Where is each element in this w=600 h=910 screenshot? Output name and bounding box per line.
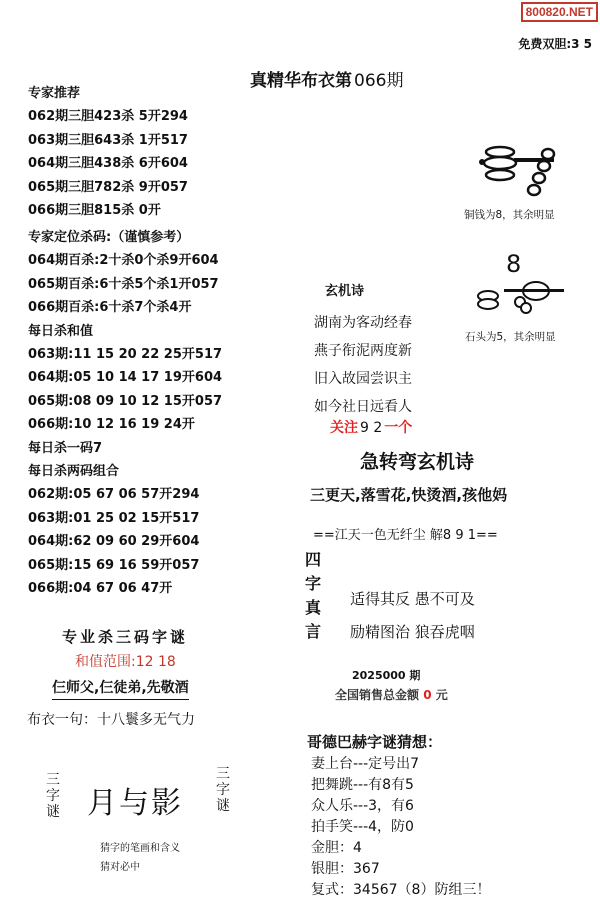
list-item: 065期:08 09 10 12 15开057 xyxy=(28,393,223,409)
teachers-riddle: 仨师父,仨徒弟,先敬酒 xyxy=(52,677,189,700)
goldbach-line: 妻上台---定号出7 xyxy=(311,756,420,772)
stone-figure-icon xyxy=(476,276,571,318)
goldbach-line: 拍手笑---4，防0 xyxy=(311,819,414,835)
riddle-hint-2: 猜对必中 xyxy=(100,862,140,873)
four-words-lines xyxy=(350,583,475,649)
title-main: 真精华布衣第 xyxy=(250,71,352,91)
goldbach-line: 众人乐---3，有6 xyxy=(311,798,414,814)
buyi-sentence: 布衣一句：十八鬟多无气力 xyxy=(27,712,195,728)
follow-prefix: 关注 xyxy=(330,420,358,436)
stone-caption: 石头为5，其余明显 xyxy=(465,331,556,343)
site-badge: 800820.NET xyxy=(521,2,598,22)
four-words-char: 字 xyxy=(305,574,322,593)
title-issue: 066期 xyxy=(354,71,404,91)
sales-amount: 0 xyxy=(423,688,432,702)
left-vertical-label: 三字谜 xyxy=(46,772,60,820)
poem xyxy=(314,309,412,421)
expert-section xyxy=(28,82,188,222)
position-kill-heading: 专家定位杀码:（谨慎参考） xyxy=(28,230,190,245)
four-words-char: 四 xyxy=(305,550,322,569)
follow-line xyxy=(330,417,412,437)
list-item: 065期百杀:6十杀5个杀1开057 xyxy=(28,276,219,292)
list-item: 066期三胆815杀 0开 xyxy=(28,203,161,219)
turn-title: 急转弯玄机诗 xyxy=(360,451,475,473)
turn-line: 三更天,落雪花,快烫酒,孩他妈 xyxy=(310,486,508,504)
riddle-hint: 猜字的笔画和含义 xyxy=(100,843,180,854)
list-item: 063期三胆643杀 1开517 xyxy=(28,132,188,148)
sales-line xyxy=(335,686,448,703)
goldbach-line: 把舞跳---有8有5 xyxy=(311,777,414,793)
list-item: 064期:05 10 14 17 19开604 xyxy=(28,370,223,386)
list-item: 063期:11 15 20 22 25开517 xyxy=(28,347,223,363)
list-item: 064期:62 09 60 29开604 xyxy=(28,534,200,550)
page-title xyxy=(250,66,403,91)
goldbach-lines xyxy=(311,754,490,901)
digit-eight-icon: 8 xyxy=(506,250,522,278)
expert-heading: 专家推荐 xyxy=(28,86,81,101)
goldbach-title: 哥德巴赫字谜猜想： xyxy=(307,733,443,751)
jiang-line: ==江天一色无纤尘 解8 9 1== xyxy=(313,528,498,543)
list-item: 063期:01 25 02 15开517 xyxy=(28,510,200,526)
daily-one: 每日杀一码7 xyxy=(28,440,103,456)
four-words-line: 励精图治 狼吞虎咽 xyxy=(350,623,475,641)
position-kill-section xyxy=(28,226,222,601)
main-riddle: 月与影 xyxy=(87,786,183,821)
follow-suffix: 一个 xyxy=(384,420,413,436)
list-item: 066期:10 12 16 19 24开 xyxy=(28,417,195,433)
coins-figure-icon xyxy=(470,138,565,210)
four-words-line: 适得其反 愚不可及 xyxy=(350,590,475,608)
goldbach-line: 银胆：367 xyxy=(311,861,380,877)
list-item: 062期:05 67 06 57开294 xyxy=(28,487,200,503)
poem-line: 燕子衔泥两度新 xyxy=(314,343,412,359)
goldbach-line: 复式：34567（8）防组三！ xyxy=(311,882,491,898)
right-vertical-label: 三字谜 xyxy=(216,766,230,814)
list-item: 064期百杀:2十杀0个杀9开604 xyxy=(28,253,219,269)
riddle-heading: 专业杀三码字谜 xyxy=(62,628,189,646)
list-item: 062期三胆423杀 5开294 xyxy=(28,109,188,125)
poem-line: 湖南为客动经春 xyxy=(314,315,412,331)
sum-range: 和值范围:12 18 xyxy=(75,654,176,670)
four-words-label xyxy=(305,548,325,644)
four-words-char: 言 xyxy=(305,622,322,641)
list-item: 065期:15 69 16 59开057 xyxy=(28,557,200,573)
sales-label: 全国销售总金额 xyxy=(335,688,420,702)
list-item: 065期三胆782杀 9开057 xyxy=(28,179,188,195)
sales-unit: 元 xyxy=(435,688,448,702)
four-words-char: 真 xyxy=(305,598,322,617)
poem-label: 玄机诗 xyxy=(325,284,365,299)
sales-issue: 2025000 期 xyxy=(352,669,421,682)
daily-two-heading: 每日杀两码组合 xyxy=(28,464,120,480)
follow-numbers: 9 2 xyxy=(360,420,383,436)
poem-line: 旧入故园尝识主 xyxy=(314,371,412,387)
coins-caption: 铜钱为8，其余明显 xyxy=(464,209,555,221)
free-pick: 免费双胆:3 5 xyxy=(518,37,592,51)
poem-line: 如今社日远看人 xyxy=(314,399,412,415)
list-item: 066期百杀:6十杀7个杀4开 xyxy=(28,300,192,316)
goldbach-line: 金胆：4 xyxy=(311,840,362,856)
list-item: 064期三胆438杀 6开604 xyxy=(28,156,188,172)
list-item: 066期:04 67 06 47开 xyxy=(28,581,173,597)
daily-sum-heading: 每日杀和值 xyxy=(28,323,94,339)
